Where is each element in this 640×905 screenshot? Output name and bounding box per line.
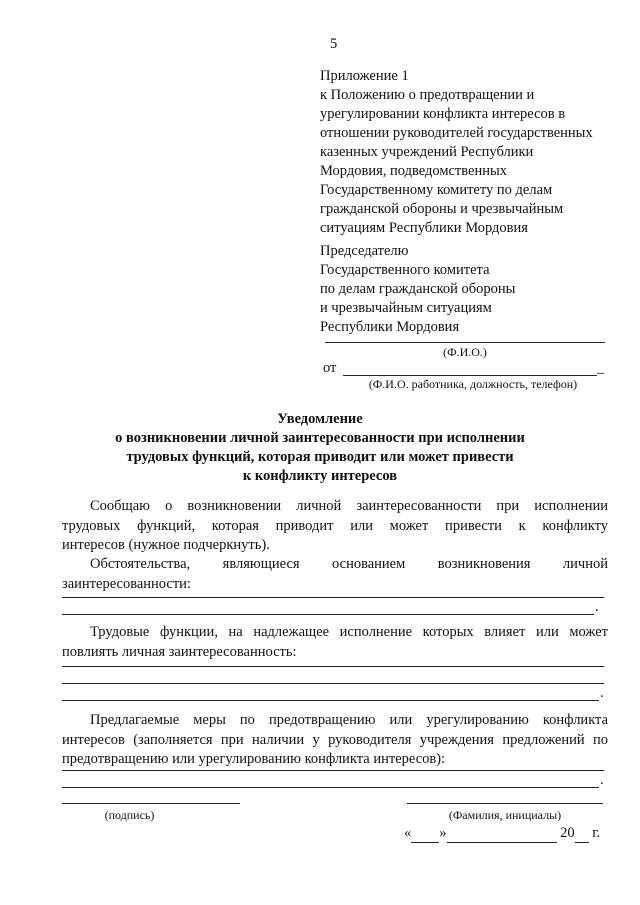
paragraph-line: Трудовые функции, на надлежащее исполнение которых влияет или может: [90, 624, 608, 640]
paragraph-functions: [62, 623, 608, 662]
addressee-line: и чрезвычайным ситуациям: [320, 300, 492, 316]
date-open-quote: «: [404, 825, 412, 841]
from-label: от: [323, 360, 337, 376]
document-title: [30, 410, 610, 486]
fio-caption: (Ф.И.О.): [443, 345, 487, 359]
paragraph-line: заинтересованности:: [62, 575, 191, 592]
date-year-suffix: г.: [592, 825, 601, 841]
from-end: _: [597, 360, 605, 376]
title-line: о возникновении личной заинтересованности при исполнении: [115, 430, 525, 446]
measures-line-1[interactable]: [62, 770, 604, 771]
appendix-line: Приложение 1: [320, 68, 409, 84]
appendix-line: урегулировании конфликта интересов в: [320, 106, 566, 122]
appendix-line: отношении руководителей государственных: [320, 125, 593, 141]
appendix-line: ситуациям Республики Мордовия: [320, 220, 528, 236]
date-day-blank[interactable]: [411, 825, 439, 843]
functions-period: .: [600, 685, 604, 701]
date-year-prefix: 20: [560, 825, 575, 841]
paragraph-notice: [62, 497, 608, 556]
date-month-blank[interactable]: [447, 825, 557, 843]
measures-line-2[interactable]: [62, 787, 599, 788]
from-caption: (Ф.И.О. работника, должность, телефон): [368, 377, 578, 391]
paragraph-line: интересов (заполняется при наличии у руководителя учреждения предложений по: [62, 731, 608, 748]
addressee-line: по делам гражданской обороны: [320, 281, 516, 297]
name-line[interactable]: [407, 803, 603, 804]
fio-line[interactable]: [325, 342, 605, 343]
functions-line-1[interactable]: [62, 666, 604, 667]
title-line: трудовых функций, которая приводит или может привести: [126, 449, 514, 465]
paragraph-line: интересов (нужное подчеркнуть).: [62, 537, 270, 553]
from-line[interactable]: [343, 375, 597, 376]
appendix-line: казенных учреждений Республики: [320, 144, 534, 160]
functions-line-3[interactable]: [62, 700, 599, 701]
title-line: Уведомление: [277, 411, 363, 427]
circumstances-line-1[interactable]: [62, 597, 604, 598]
paragraph-line: трудовых функций, которая приводит или может привести к конфликту: [62, 517, 608, 534]
paragraph-line: Предлагаемые меры по предотвращению или урегулированию конфликта: [90, 712, 608, 728]
signature-caption: (подпись): [104, 808, 155, 822]
functions-line-2[interactable]: [62, 683, 604, 684]
paragraph-line: повлиять личная заинтересованность:: [62, 643, 297, 660]
date-year-blank[interactable]: [575, 825, 589, 843]
paragraph-line: Обстоятельства, являющиеся основанием возникновения личной: [90, 556, 608, 572]
title-line: к конфликту интересов: [242, 468, 398, 484]
paragraph-measures: [62, 711, 608, 770]
addressee-line: Государственного комитета: [320, 262, 490, 278]
addressee-line: Председателю: [320, 243, 409, 259]
addressee-line: Республики Мордовия: [320, 319, 460, 335]
appendix-line: Мордовия, подведомственных: [320, 163, 507, 179]
appendix-header: [320, 67, 593, 238]
date-close-quote: »: [439, 825, 447, 841]
signature-line[interactable]: [62, 803, 240, 804]
appendix-line: гражданской обороны и чрезвычайным: [320, 201, 564, 217]
paragraph-line: предотвращению или урегулированию конфликта интересов):: [62, 751, 446, 767]
addressee-block: [320, 242, 515, 337]
page-number: 5: [330, 36, 338, 52]
name-caption: (Фамилия, инициалы): [448, 808, 562, 822]
circumstances-period: .: [595, 599, 599, 615]
appendix-line: Государственному комитету по делам: [320, 182, 553, 198]
paragraph-circumstances: [62, 555, 608, 594]
paragraph-line: Сообщаю о возникновении личной заинтересованности при исполнении: [90, 498, 608, 514]
circumstances-line-2[interactable]: [62, 614, 594, 615]
appendix-line: к Положению о предотвращении и: [320, 87, 535, 103]
date-field: [404, 825, 600, 843]
measures-period: .: [600, 772, 604, 788]
